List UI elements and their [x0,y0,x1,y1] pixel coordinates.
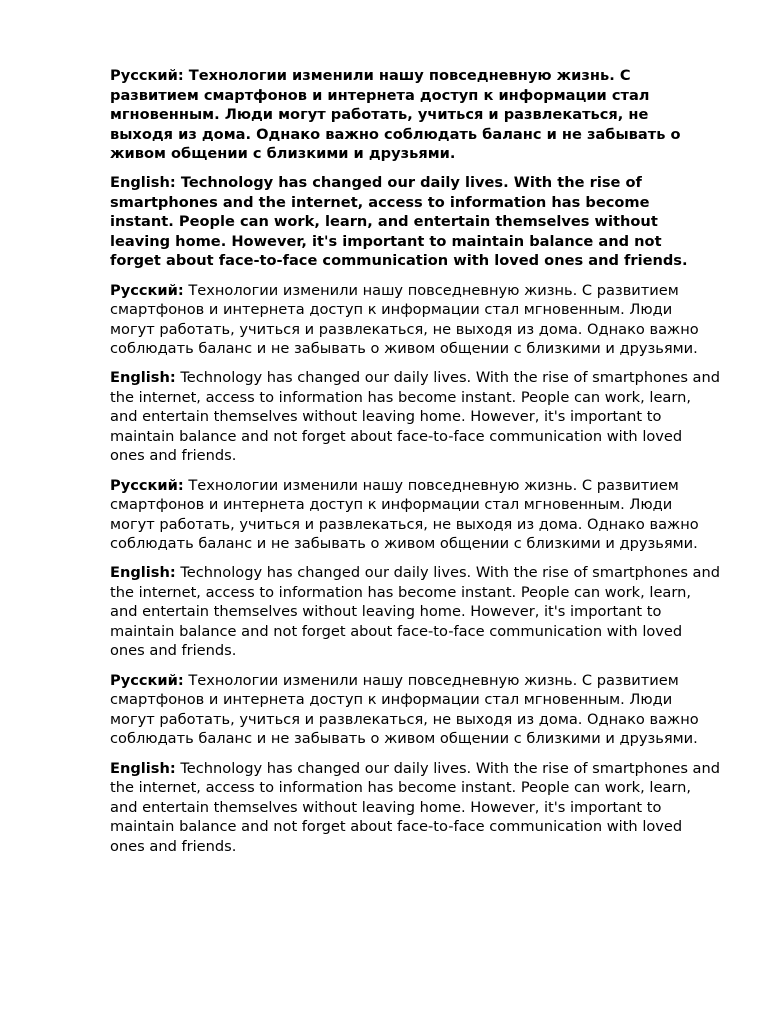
paragraph-english [110,368,720,466]
paragraph-label: English: [110,564,176,582]
paragraph-text: Technology has changed our daily lives. With the rise of smartphones and the internet, access to information has become instant. People can work, learn, and entertain themselves without leaving home. However, it's important to maintain balance and not forget about face-to-face communication with loved ones and friends. [110,174,688,270]
paragraph-text: Technology has changed our daily lives. With the rise of smartphones and the internet, access to information has become instant. People can work, learn, and entertain themselves without leaving home. However, it's important to maintain balance and not forget about face-to-face communication with loved ones and friends. [110,759,721,855]
paragraph-russian-bold [110,66,702,164]
paragraph-text: Технологии изменили нашу повседневную жизнь. С развитием смартфонов и интернета доступ к информации стал мгновенным. Люди могут работать, учиться и развлекаться, не выходя из дома. Однако важно соблюдать баланс и не забывать о живом общении с близкими и друзьями. [110,281,699,358]
paragraph-label: English: [110,369,176,387]
paragraph-label: Русский: [110,671,184,689]
paragraph-text: Technology has changed our daily lives. With the rise of smartphones and the internet, access to information has become instant. People can work, learn, and entertain themselves without leaving home. However, it's important to maintain balance and not forget about face-to-face communication with loved ones and friends. [110,564,721,660]
paragraph-russian [110,281,720,359]
paragraph-english-bold [110,173,702,271]
paragraph-label: Русский: [110,281,184,299]
paragraph-label: Русский: [110,476,184,494]
paragraph-english [110,759,720,857]
paragraph-text: Технологии изменили нашу повседневную жизнь. С развитием смартфонов и интернета доступ к информации стал мгновенным. Люди могут работать, учиться и развлекаться, не выходя из дома. Однако важно соблюдать баланс и не забывать о живом общении с близкими и друзьями. [110,67,681,162]
paragraph-label: English: [110,759,176,777]
paragraph-label: Русский: [110,67,184,84]
paragraph-english [110,563,720,661]
paragraph-text: Технологии изменили нашу повседневную жизнь. С развитием смартфонов и интернета доступ к информации стал мгновенным. Люди могут работать, учиться и развлекаться, не выходя из дома. Однако важно соблюдать баланс и не забывать о живом общении с близкими и друзьями. [110,671,699,748]
paragraph-text: Technology has changed our daily lives. With the rise of smartphones and the internet, access to information has become instant. People can work, learn, and entertain themselves without leaving home. However, it's important to maintain balance and not forget about face-to-face communication with loved ones and friends. [110,369,721,465]
document-page [110,66,720,866]
paragraph-russian [110,671,720,749]
paragraph-label: English: [110,174,176,192]
paragraph-russian [110,476,720,554]
paragraph-text: Технологии изменили нашу повседневную жизнь. С развитием смартфонов и интернета доступ к информации стал мгновенным. Люди могут работать, учиться и развлекаться, не выходя из дома. Однако важно соблюдать баланс и не забывать о живом общении с близкими и друзьями. [110,476,699,553]
